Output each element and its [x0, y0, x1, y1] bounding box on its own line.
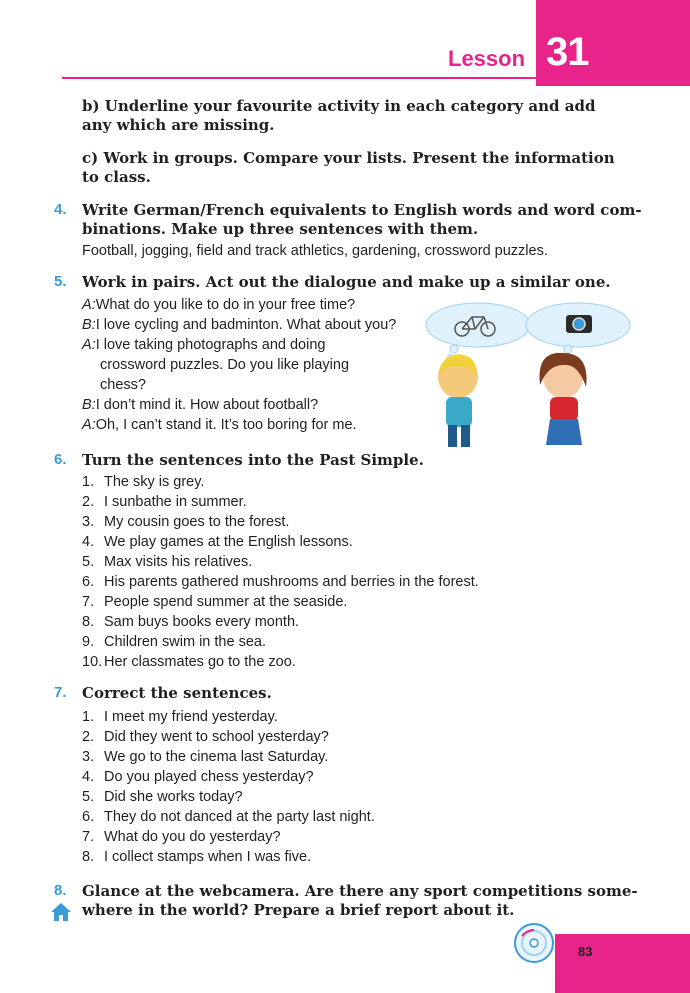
exercise-6-number: 6.	[54, 451, 67, 468]
speaker: B:	[82, 317, 96, 333]
dialogue-line	[82, 415, 396, 435]
dialogue-line	[82, 315, 396, 335]
exercise-5-number: 5.	[54, 273, 67, 290]
list-item: 8. Sam buys books every month.	[82, 614, 300, 630]
exercise-7-instruction: Correct the sentences.	[82, 684, 272, 702]
dialogue-text: chess?	[100, 377, 146, 393]
exercise-3c: c) Work in groups. Compare your lists. Present the information to class.	[82, 149, 615, 186]
speaker: A:	[82, 337, 96, 353]
list-item: 2. Did they went to school yesterday?	[82, 729, 329, 745]
home-icon	[50, 902, 72, 922]
exercise-6-list	[82, 472, 479, 672]
list-item: 7. People spend summer at the seaside.	[82, 594, 348, 610]
dialogue-text: What do you like to do in your free time?	[95, 297, 356, 313]
list-item: 7. What do you do yesterday?	[82, 829, 281, 845]
exercise-3b: b) Underline your favourite activity in each category and add any which are missing.	[82, 97, 596, 134]
speaker: B:	[82, 397, 96, 413]
list-item: 3. My cousin goes to the forest.	[82, 514, 290, 530]
exercise-4-number: 4.	[54, 201, 67, 218]
exercise-7-number: 7.	[54, 684, 67, 701]
exercise-8-instruction-line1: Glance at the webcamera. Are there any sport competitions some-	[82, 882, 638, 900]
bicycle-thought-bubble	[426, 303, 530, 360]
page-number: 83	[578, 944, 593, 959]
dialogue	[82, 295, 396, 435]
exercise-4-words: Football, jogging, field and track athletics, gardening, crossword puzzles.	[82, 243, 548, 259]
list-item: 5. Max visits his relatives.	[82, 554, 253, 570]
exercise-7-list	[82, 707, 375, 867]
dialogue-line	[82, 355, 396, 375]
dialogue-line	[82, 335, 396, 355]
exercise-8-instruction-line2: where in the world? Prepare a brief report about it.	[82, 901, 515, 919]
girl-figure	[539, 353, 586, 445]
page-number-tab	[555, 934, 690, 993]
list-item: 8. I collect stamps when I was five.	[82, 849, 312, 865]
list-item: 5. Did she works today?	[82, 789, 243, 805]
cd-icon	[513, 922, 555, 964]
dialogue-text: Oh, I can’t stand it. It’s too boring for me.	[95, 417, 357, 433]
list-item: 6. They do not danced at the party last night.	[82, 809, 375, 825]
dialogue-text: crossword puzzles. Do you like playing	[100, 357, 350, 373]
kids-illustration	[418, 295, 638, 450]
camera-icon	[566, 315, 592, 333]
dialogue-line	[82, 375, 396, 395]
speaker: A:	[82, 297, 96, 313]
list-item: 2. I sunbathe in summer.	[82, 494, 247, 510]
lesson-number: 31	[546, 30, 589, 74]
list-item: 6. His parents gathered mushrooms and berries in the forest.	[82, 574, 479, 590]
list-item: 1. I meet my friend yesterday.	[82, 709, 278, 725]
speaker: A:	[82, 417, 96, 433]
lesson-label: Lesson	[448, 46, 526, 71]
list-item: 4. Do you played chess yesterday?	[82, 769, 314, 785]
list-item: 1. The sky is grey.	[82, 474, 205, 490]
dialogue-line	[82, 295, 396, 315]
exercise-4-instruction-line1: Write German/French equivalents to English words and word com-	[82, 201, 642, 219]
dialogue-text: I don’t mind it. How about football?	[95, 397, 319, 413]
list-item: 10. Her classmates go to the zoo.	[82, 654, 296, 670]
list-item: 4. We play games at the English lessons.	[82, 534, 353, 550]
exercise-5-instruction: Work in pairs. Act out the dialogue and make up a similar one.	[82, 273, 611, 291]
exercise-8-number: 8.	[54, 882, 67, 899]
dialogue-text: I love cycling and badminton. What about you?	[95, 317, 397, 333]
header-rule	[62, 77, 537, 79]
dialogue-text: I love taking photographs and doing	[95, 337, 326, 353]
dialogue-line	[82, 395, 396, 415]
exercise-6-instruction: Turn the sentences into the Past Simple.	[82, 451, 424, 469]
list-item: 3. We go to the cinema last Saturday.	[82, 749, 329, 765]
list-item: 9. Children swim in the sea.	[82, 634, 266, 650]
exercise-4-instruction-line2: binations. Make up three sentences with them.	[82, 220, 479, 238]
boy-figure	[438, 354, 478, 447]
